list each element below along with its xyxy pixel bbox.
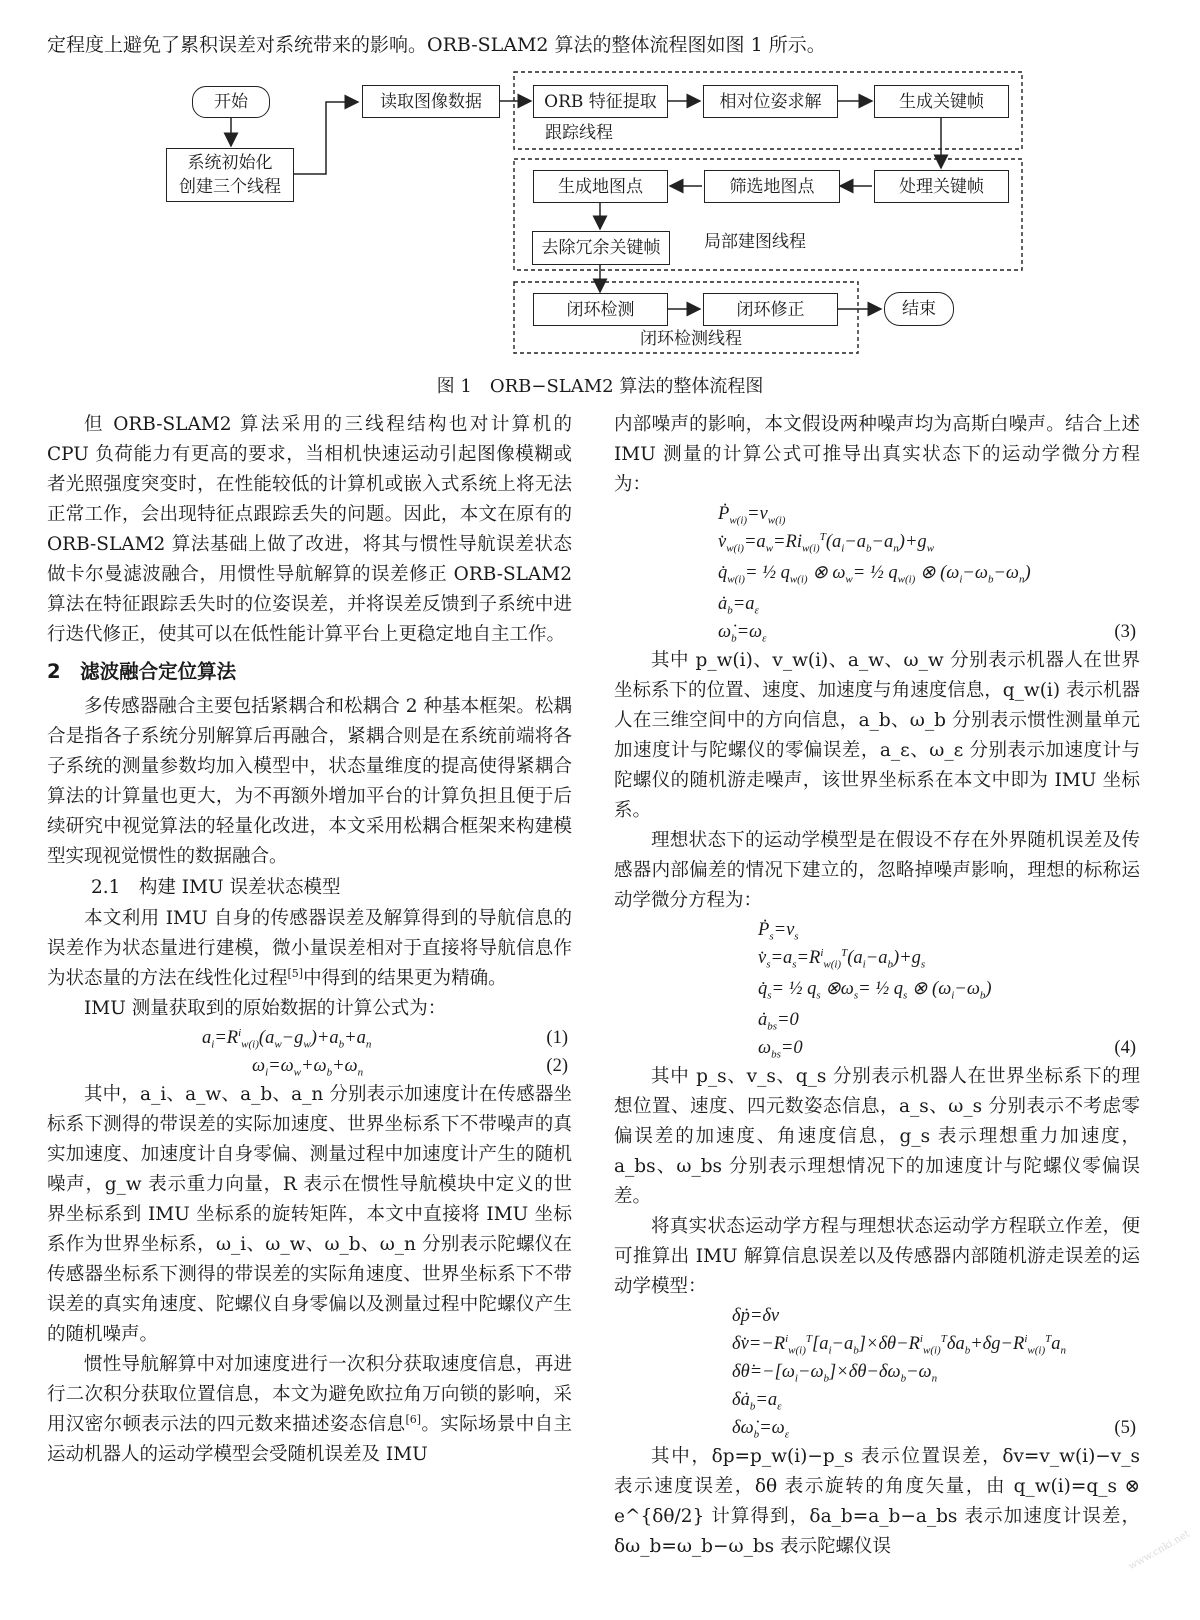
p6-text-a: 惯性导航解算中对加速度进行一次积分获取速度信息，再进行二次积分获取位置信息，本文为避免欧拉角万向锁的影响，采用汉密尔顿表示法的四元数来描述姿态信息: [47, 1354, 572, 1435]
right-paragraph-5: 将真实状态运动学方程与理想状态运动学方程联立作差，便可推算出 IMU 解算信息误差以及传感器内部随机游走误差的运动学模型：: [614, 1216, 1140, 1297]
eq5-line-1: δṗ=δv: [732, 1306, 780, 1326]
equation-2-number: (2): [546, 1056, 568, 1076]
right-paragraph-3: 理想状态下的运动学模型是在假设不存在外界随机误差及传感器内部偏差的情况下建立的，忽略掉噪声影响，理想的标称运动学微分方程为：: [614, 830, 1140, 911]
left-paragraph-3: [47, 904, 572, 994]
eq4-line-1: $Ṗ_s=v_s$: [758, 920, 799, 943]
eq3-line-4: $ȧ_b=a_\varepsilon$: [718, 594, 759, 617]
init-line-2: 创建三个线程: [179, 177, 281, 197]
p3-text-b: 中得到的结果更为精确。: [303, 968, 507, 989]
start-node: 开始: [192, 86, 270, 118]
tracking-thread-label: 跟踪线程: [545, 123, 613, 143]
orb-feature-node: ORB 特征提取: [533, 85, 668, 118]
equation-1-number: (1): [546, 1028, 568, 1048]
intro-line: 定程度上避免了累积误差对系统带来的影响。ORB-SLAM2 算法的整体流程图如图 1 所示。: [47, 34, 826, 56]
p3-text-a: 本文利用 IMU 自身的传感器误差及解算得到的导航信息的误差作为状态量进行建模，微小量误差相对于直接将导航信息作为状态量的方法在线性化过程: [47, 908, 572, 989]
loop-correction-node: 闭环修正: [703, 293, 838, 326]
eq5-line-3: $\delta\thetȧ=-[\omega_i-\omega_b]\times\delta\theta-\delta\omega_b-\omega_n$: [732, 1362, 938, 1385]
read-image-node: 读取图像数据: [362, 85, 500, 118]
eq5-line-5: $\delta\omegȧ_b=\omega_\varepsilon$ (5): [614, 1414, 1140, 1442]
equation-3-number: (3): [1114, 622, 1136, 642]
right-paragraph-1: 内部噪声的影响，本文假设两种噪声均为高斯白噪声。结合上述 IMU 测量的计算公式可推导出真实状态下的运动学微分方程为：: [614, 414, 1140, 495]
flowchart-figure: [0, 0, 1200, 400]
remove-redundant-keyframe-node: 去除冗余关键帧: [532, 231, 670, 265]
equation-4-number: (4): [1114, 1038, 1136, 1058]
eq4-line-5: $\omega_{bs}=0$ (4): [614, 1034, 1140, 1062]
loop-thread-label: 闭环检测线程: [640, 329, 742, 349]
eq4-line-4: $ȧ_{bs}=0$: [758, 1010, 799, 1033]
init-line-1: 系统初始化: [187, 153, 273, 173]
eq3-line-5: $\omegȧ_b=\omega_\varepsilon$ (3): [614, 618, 1140, 646]
left-column: [47, 410, 572, 1470]
process-keyframe-node: 处理关键帧: [874, 170, 1009, 203]
loop-detection-node: 闭环检测: [533, 293, 668, 326]
eq4-line-2: $v̇_s=a_s=R^i_{w(i)}^T(a_i-a_b)+g_s$: [758, 946, 926, 971]
eq3-line-1: $Ṗ_{w(i)}=v_{w(i)}$: [718, 504, 786, 527]
arrow-init-read: [294, 102, 358, 174]
eq3-line-3: $q̇_{w(i)}=$ ½ $q_{w(i)}$ ⊗ $\omega_w=$ ½ $q_{w(i)}$ ⊗ $(\omega_i-\omega_b-\omega_n)$: [718, 563, 1031, 586]
left-paragraph-5: 其中，a_i、a_w、a_b、a_n 分别表示加速度计在传感器坐标系下测得的带误差的实际加速度、世界坐标系下不带噪声的真实加速度、加速度计自身零偏、测量过程中加速度计产生的随机噪声，g_w 表示重力向量，R 表示在惯性导航模块中定义的世界坐标系到 IMU 坐标系的旋转矩阵，本文中直接将 IMU 坐标系作为世界坐标系，ω_i、ω_w、ω_b、ω_n 分别表示陀螺仪在传感器坐标系下测得的带误差的实际角速度、世界坐标系下不带误差的真实角速度、陀螺仪自身零偏以及测量过程中陀螺仪产生的随机噪声。: [47, 1084, 572, 1345]
section-heading: 2 滤波融合定位算法: [47, 660, 237, 683]
left-paragraph-4: IMU 测量获取到的原始数据的计算公式为：: [84, 998, 447, 1019]
equation-2: $\omega_i=\omega_w+\omega_b+\omega_n$ (2): [47, 1052, 572, 1080]
eq5-line-4: $\delta ȧ_b=a_\varepsilon$: [732, 1390, 782, 1413]
citation-5[interactable]: [5]: [287, 966, 304, 980]
generate-mappoint-node: 生成地图点: [533, 170, 668, 203]
citation-6[interactable]: [6]: [405, 1412, 422, 1426]
figure-caption: 图 1 ORB−SLAM2 算法的整体流程图: [436, 376, 764, 397]
init-node: [166, 148, 294, 202]
equation-5-block: [614, 1302, 1140, 1442]
eq5-line-2: $\delta v̇=-R^i_{w(i)}^T[a_i-a_b]\times\delta\theta-R^i_{w(i)}^T\delta a_b+\delta g-R^i_{w(i)}^Ta_n$: [732, 1332, 1066, 1357]
right-paragraph-2: 其中 p_w(i)、v_w(i)、a_w、ω_w 分别表示机器人在世界坐标系下的位置、速度、加速度与角速度信息，q_w(i) 表示机器人在三维空间中的方向信息，a_b、ω_b 分别表示惯性测量单元加速度计与陀螺仪的零偏误差，a_ε、ω_ε 分别表示加速度计与陀螺仪的随机游走噪声，该世界坐标系在本文中即为 IMU 坐标系。: [614, 650, 1140, 821]
equation-1: $a_i=R^i_{w(i)}(a_w-g_w)+a_b+a_n$ (1): [47, 1024, 572, 1052]
right-paragraph-4: 其中 p_s、v_s、q_s 分别表示机器人在世界坐标系下的理想位置、速度、四元数姿态信息，a_s、ω_s 分别表示不考虑零偏误差的加速度、角速度信息，g_s 表示理想重力加速度，a_bs、ω_bs 分别表示理想情况下的加速度计与陀螺仪零偏误差。: [614, 1066, 1140, 1207]
mapping-thread-label: 局部建图线程: [704, 232, 806, 252]
relative-pose-node: 相对位姿求解: [703, 85, 838, 118]
eq4-line-3: $q̇_s=$ ½ $q_s$ $\otimes\omega_s=$ ½ $q_s$ ⊗ $(\omega_i-\omega_b)$: [758, 979, 992, 1002]
filter-mappoint-node: 筛选地图点: [704, 170, 840, 203]
p6-text-b: 。实际场景中自主运动机器人的运动学模型会受随机误差及 IMU: [47, 1414, 572, 1465]
equation-3-block: [614, 500, 1140, 646]
equation-4-block: [614, 916, 1140, 1062]
equation-5-number: (5): [1114, 1418, 1136, 1438]
watermark: www.cnki.net: [1127, 1528, 1193, 1573]
left-paragraph-1: 但 ORB-SLAM2 算法采用的三线程结构也对计算机的 CPU 负荷能力有更高的要求，当相机快速运动引起图像模糊或者光照强度突变时，在性能较低的计算机或嵌入式系统上将无法正常工作，会出现特征点跟踪丢失的问题。因此，本文在原有的 ORB-SLAM2 算法基础上做了改进，将其与惯性导航误差状态做卡尔曼滤波融合，用惯性导航解算的误差修正 ORB-SLAM2 算法在特征跟踪丢失时的位姿误差，并将误差反馈到子系统中进行迭代修正，使其可以在低性能计算平台上更稳定地自主工作。: [47, 414, 572, 645]
end-node: 结束: [884, 292, 954, 326]
right-column: [614, 410, 1140, 1562]
eq3-line-2: $v̇_{w(i)}=a_w=Ri_{w(i)}^T(a_i-a_b-a_n)+g_w$: [718, 530, 935, 555]
left-paragraph-2: 多传感器融合主要包括紧耦合和松耦合 2 种基本框架。松耦合是指各子系统分别解算后再融合，紧耦合则是在系统前端将各子系统的测量参数均加入模型中，状态量维度的提高使得紧耦合算法的计算量也更大，为不再额外增加平台的计算负担且便于后续研究中视觉算法的轻量化改进，本文采用松耦合框架来构建模型实现视觉惯性的数据融合。: [47, 696, 572, 867]
subsection-heading: 2.1 构建 IMU 误差状态模型: [91, 877, 341, 898]
generate-keyframe-node: 生成关键帧: [874, 85, 1009, 118]
left-paragraph-6: [47, 1350, 572, 1470]
right-paragraph-6: 其中，δp=p_w(i)−p_s 表示位置误差，δv=v_w(i)−v_s 表示速度误差，δθ 表示旋转的角度矢量，由 q_w(i)=q_s ⊗ e^{δθ/2} 计算得到，δa_b=a_b−a_bs 表示加速度计误差，δω_b=ω_b−ω_bs 表示陀螺仪误: [614, 1446, 1140, 1557]
